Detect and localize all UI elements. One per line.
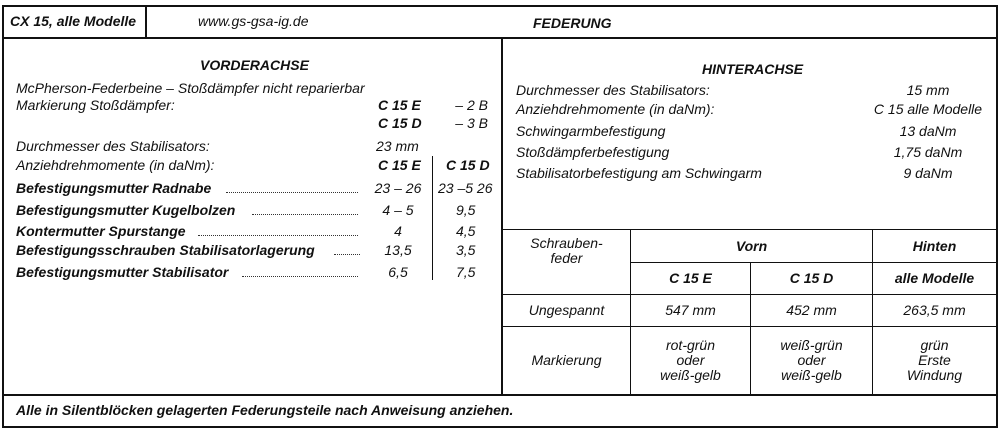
front-row-d: 23 –5 26: [438, 180, 493, 196]
ungespannt-label: Ungespannt: [528, 302, 605, 318]
marking-model-e: C 15 E: [378, 97, 421, 113]
spring-col-e: C 15 E: [669, 270, 712, 286]
spring-header-hinten: Hinten: [912, 237, 957, 254]
markierung-line: weiß-gelb: [781, 367, 842, 383]
markierung-line: Windung: [906, 367, 963, 383]
front-row-label: Kontermutter Spurstange: [16, 223, 186, 239]
rear-row-label: Stoßdämpferbefestigung: [516, 144, 670, 160]
markierung-line: weiß-gelb: [660, 367, 721, 383]
rear-row-value: 15 mm: [906, 82, 950, 98]
spring-col-all: alle Modelle: [894, 270, 975, 286]
front-row-e: 6,5: [388, 264, 408, 280]
frame-right: [996, 5, 998, 427]
markierung-value: [631, 327, 750, 394]
spring-corner-line: Schrauben-: [530, 235, 603, 251]
rear-row-label: Schwingarmbefestigung: [516, 123, 666, 139]
front-row-e: 4 – 5: [382, 202, 414, 218]
markierung-line: rot-grün: [665, 337, 716, 353]
front-row-label: Befestigungsmutter Stabilisator: [16, 264, 229, 280]
markierung-label: Markierung: [531, 352, 602, 368]
markierung-line: oder: [797, 352, 826, 368]
rear-row-value: 9 daNm: [903, 165, 953, 181]
header-model: CX 15, alle Modelle: [10, 13, 137, 29]
spring-corner: [503, 236, 630, 266]
front-torque-label: Anziehdrehmomente (in daNm):: [16, 157, 215, 173]
front-row-e: 13,5: [384, 242, 412, 258]
markierung-line: Erste: [918, 352, 951, 368]
marking-label: Markierung Stoßdämpfer:: [16, 97, 175, 113]
front-col-d: C 15 D: [446, 157, 490, 173]
rear-row-label: Durchmesser des Stabilisators:: [516, 82, 710, 98]
front-row-d: 9,5: [456, 202, 476, 218]
rear-heading: HINTERACHSE: [702, 61, 804, 77]
leader-dots: [252, 214, 358, 215]
ungespannt-value: 263,5 mm: [903, 302, 966, 318]
frame-left: [2, 5, 4, 427]
frame-bottom: [2, 426, 998, 428]
markierung-value: [751, 327, 872, 394]
leader-dots: [334, 254, 360, 255]
markierung-line: oder: [676, 352, 705, 368]
footer-note: Alle in Silentblöcken gelagerten Federungsteile nach Anweisung anziehen.: [16, 402, 514, 418]
header-website: www.gs-gsa-ig.de: [198, 13, 309, 29]
ungespannt-value: 452 mm: [786, 302, 837, 318]
front-stabilizer-label: Durchmesser des Stabilisators:: [16, 138, 210, 154]
leader-dots: [226, 192, 358, 193]
ungespannt-value: 547 mm: [665, 302, 716, 318]
front-row-e: 23 – 26: [374, 180, 422, 196]
front-stabilizer-value: 23 mm: [376, 138, 419, 154]
front-row-label: Befestigungsschrauben Stabilisatorlagerung: [16, 242, 315, 258]
front-col-e: C 15 E: [378, 157, 421, 173]
marking-value-d: – 3 B: [455, 115, 488, 131]
marking-model-d: C 15 D: [378, 115, 422, 131]
rear-row-label: Stabilisatorbefestigung am Schwingarm: [516, 165, 762, 181]
markierung-line: weiß-grün: [780, 337, 843, 353]
rear-row-label: Anziehdrehmomente (in daNm):: [516, 101, 715, 117]
header-model-divider: [145, 5, 147, 38]
front-row-d: 3,5: [456, 242, 476, 258]
rear-row-value: C 15 alle Modelle: [873, 101, 983, 117]
leader-dots: [242, 276, 358, 277]
rear-row-value: 1,75 daNm: [893, 144, 963, 160]
leader-dots: [198, 235, 358, 236]
markierung-line: grün: [920, 337, 949, 353]
frame-top: [2, 5, 998, 7]
spring-col-d: C 15 D: [789, 270, 834, 286]
front-description: McPherson-Federbeine – Stoßdämpfer nicht reparierbar: [16, 80, 365, 96]
page-title: FEDERUNG: [533, 15, 612, 31]
footer-divider: [2, 394, 998, 396]
front-col-divider: [432, 156, 433, 280]
header-divider: [2, 37, 998, 39]
front-row-d: 4,5: [456, 223, 476, 239]
front-row-label: Befestigungsmutter Kugelbolzen: [16, 202, 236, 218]
markierung-value: [873, 327, 996, 394]
front-heading: VORDERACHSE: [200, 57, 309, 73]
front-row-d: 7,5: [456, 264, 476, 280]
front-row-e: 4: [394, 223, 402, 239]
spring-corner-line: feder: [550, 250, 583, 266]
front-row-label: Befestigungsmutter Radnabe: [16, 180, 212, 196]
spring-header-vorn: Vorn: [735, 237, 768, 254]
marking-value-e: – 2 B: [455, 97, 488, 113]
rear-row-value: 13 daNm: [899, 123, 957, 139]
